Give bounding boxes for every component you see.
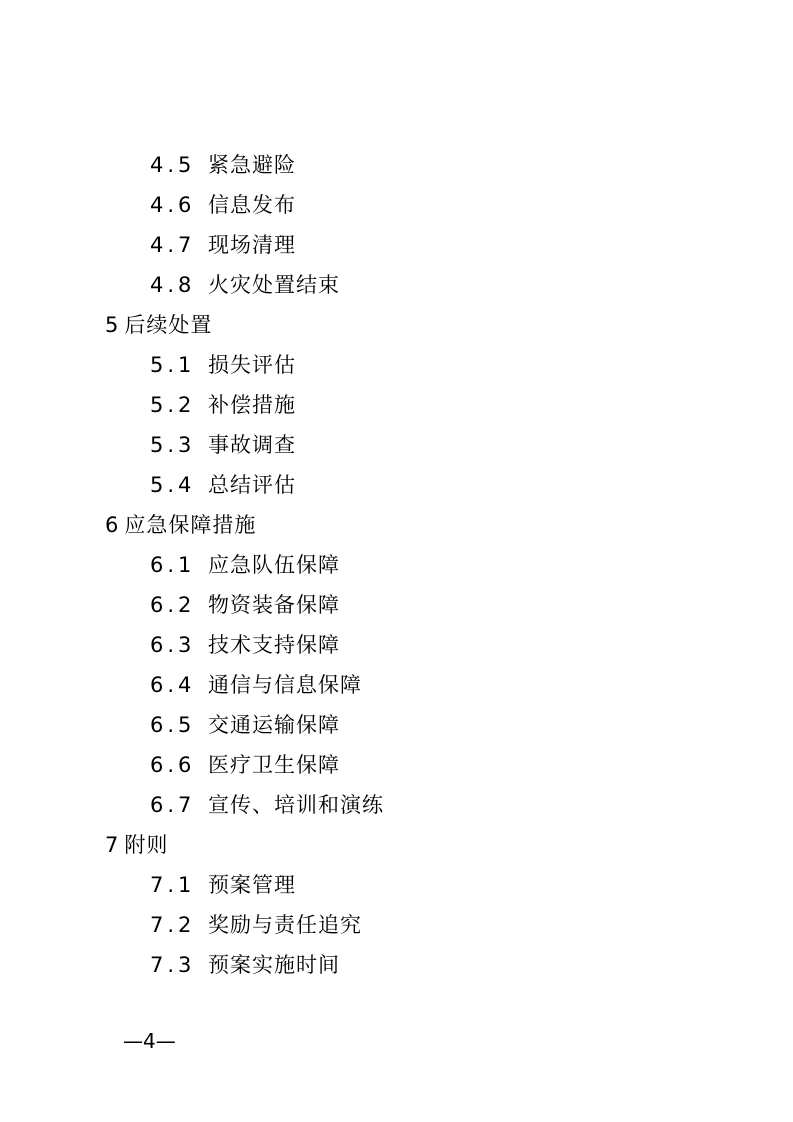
toc-number: 6.2 (150, 593, 196, 617)
toc-title: 宣传、培训和演练 (208, 793, 384, 817)
toc-entry (0, 665, 793, 705)
toc-section-heading (0, 825, 793, 865)
toc-entry (0, 585, 793, 625)
toc-number: 4.7 (150, 233, 196, 257)
toc-title: 现场清理 (208, 233, 296, 257)
table-of-contents (0, 145, 793, 985)
toc-title: 损失评估 (208, 353, 296, 377)
toc-entry (0, 745, 793, 785)
toc-title: 信息发布 (208, 193, 296, 217)
toc-entry (0, 185, 793, 225)
toc-title: 附则 (124, 833, 169, 857)
toc-number: 6.1 (150, 553, 196, 577)
toc-entry (0, 625, 793, 665)
toc-entry (0, 465, 793, 505)
toc-title: 医疗卫生保障 (208, 753, 340, 777)
toc-number: 6.6 (150, 753, 196, 777)
toc-entry (0, 225, 793, 265)
toc-section-heading (0, 505, 793, 545)
toc-number: 4.6 (150, 193, 196, 217)
toc-number: 5.4 (150, 473, 196, 497)
toc-title: 火灾处置结束 (208, 273, 340, 297)
toc-title: 交通运输保障 (208, 713, 340, 737)
toc-entry (0, 345, 793, 385)
toc-title: 事故调查 (208, 433, 296, 457)
toc-title: 总结评估 (208, 473, 296, 497)
toc-entry (0, 785, 793, 825)
toc-number: 6.4 (150, 673, 196, 697)
toc-number: 4.8 (150, 273, 196, 297)
toc-title: 应急队伍保障 (208, 553, 340, 577)
toc-number: 7.3 (150, 953, 196, 977)
toc-entry (0, 265, 793, 305)
toc-number: 6 (105, 513, 123, 537)
toc-number: 7 (105, 833, 123, 857)
toc-number: 5.1 (150, 353, 196, 377)
toc-number: 5.3 (150, 433, 196, 457)
toc-number: 6.7 (150, 793, 196, 817)
toc-title: 应急保障措施 (124, 513, 257, 537)
toc-entry (0, 145, 793, 185)
toc-title: 预案实施时间 (208, 953, 340, 977)
toc-title: 通信与信息保障 (208, 673, 362, 697)
toc-number: 5 (105, 313, 123, 337)
toc-entry (0, 865, 793, 905)
toc-section-heading (0, 305, 793, 345)
page-number: —4— (123, 1029, 176, 1053)
toc-entry (0, 425, 793, 465)
toc-number: 7.2 (150, 913, 196, 937)
toc-entry (0, 545, 793, 585)
toc-entry (0, 705, 793, 745)
toc-entry (0, 385, 793, 425)
toc-title: 技术支持保障 (208, 633, 340, 657)
toc-entry (0, 945, 793, 985)
toc-number: 5.2 (150, 393, 196, 417)
toc-number: 6.3 (150, 633, 196, 657)
toc-entry (0, 905, 793, 945)
toc-number: 6.5 (150, 713, 196, 737)
toc-number: 4.5 (150, 153, 196, 177)
toc-title: 补偿措施 (208, 393, 296, 417)
toc-title: 预案管理 (208, 873, 296, 897)
toc-title: 紧急避险 (208, 153, 296, 177)
toc-title: 奖励与责任追究 (208, 913, 362, 937)
toc-title: 后续处置 (124, 313, 213, 337)
toc-number: 7.1 (150, 873, 196, 897)
toc-title: 物资装备保障 (208, 593, 340, 617)
